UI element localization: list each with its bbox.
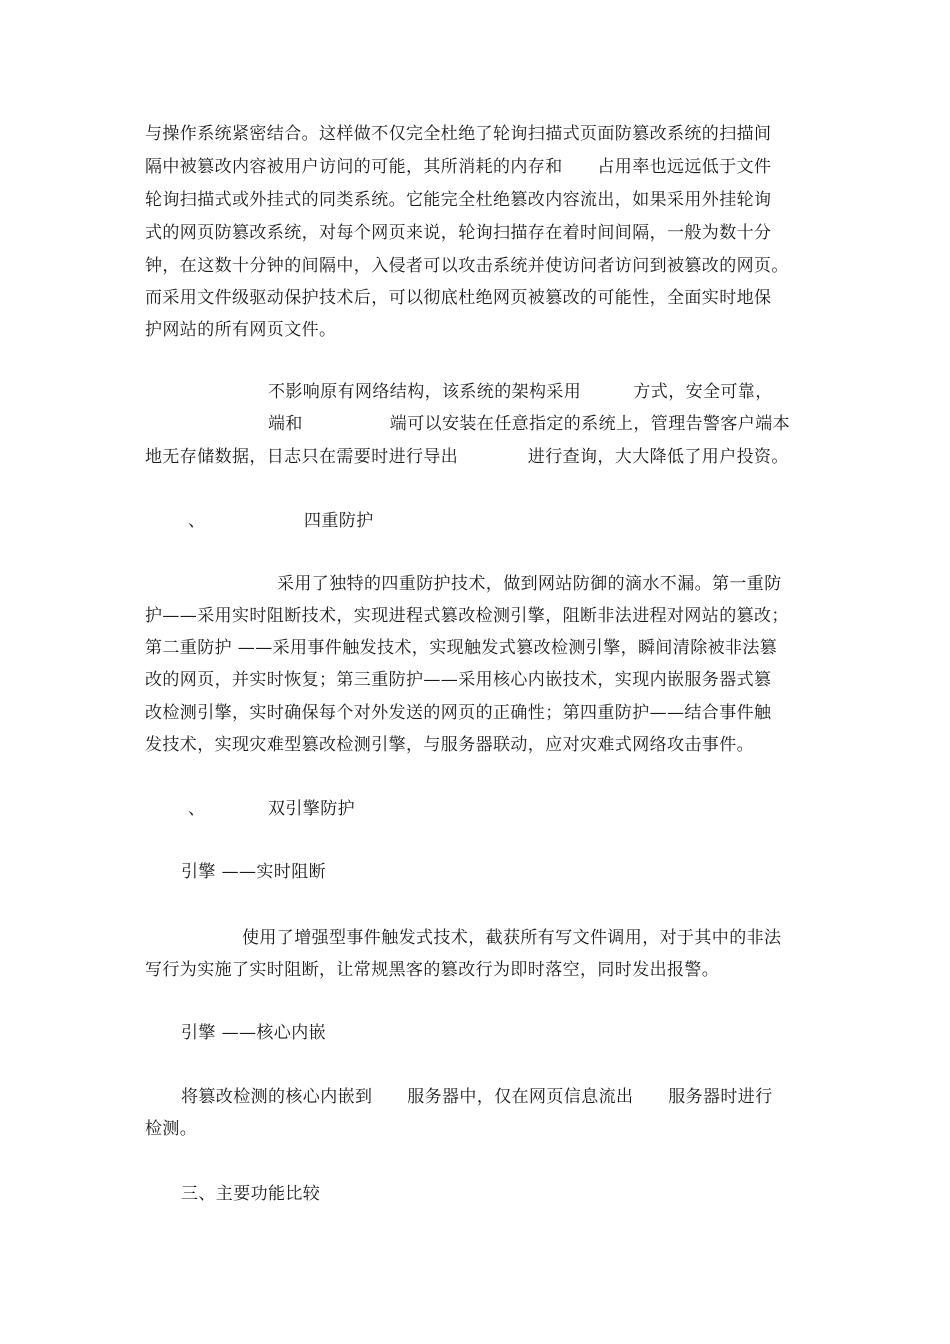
subheading-core-embedded: 引擎 ——核心内嵌: [181, 1023, 327, 1043]
text-line: 检测。: [145, 1119, 198, 1139]
heading-number: 、: [188, 799, 206, 819]
text-line: 改的网页，并实时恢复；第三重防护——采用核心内嵌技术，实现内嵌服务器式篡: [145, 670, 772, 690]
text-line: 写行为实施了实时阻断，让常规黑客的篡改行为即时落空，同时发出报警。: [145, 960, 720, 980]
text-line: 第二重防护 ——采用事件触发技术，实现触发式篡改检测引擎，瞬间清除被非法篡: [145, 638, 778, 658]
text-line: 与操作系统紧密结合。这样做不仅完全杜绝了轮询扫描式页面防篡改系统的扫描间: [145, 124, 772, 144]
text-line: 隔中被篡改内容被用户访问的可能，其所消耗的内存和 占用率也远远低于文件: [145, 157, 772, 177]
heading-title: 四重防护: [304, 511, 374, 531]
text-line: 式的网页防篡改系统，对每个网页来说，轮询扫描存在着时间间隔，一般为数十分: [145, 223, 772, 243]
text-line: 而采用文件级驱动保护技术后，可以彻底杜绝网页被篡改的可能性，全面实时地保: [145, 288, 772, 308]
text-line: 将篡改检测的核心内嵌到 服务器中，仅在网页信息流出 服务器时进行: [181, 1087, 773, 1107]
text-line: 地无存储数据，日志只在需要时进行导出 进行查询，大大降低了用户投资。: [145, 447, 789, 467]
text-line: 护网站的所有网页文件。: [145, 320, 337, 340]
heading-title: 双引擎防护: [268, 799, 355, 819]
text-line: 不影响原有网络结构，该系统的架构采用 方式，安全可靠，: [268, 382, 773, 402]
section-heading-feature-comparison: 三、主要功能比较: [181, 1184, 321, 1204]
text-line: 发技术，实现灾难型篡改检测引擎，与服务器联动，应对灾难式网络攻击事件。: [145, 735, 754, 755]
text-line: 使用了增强型事件触发式技术，截获所有写文件调用，对于其中的非法: [242, 928, 782, 948]
text-line: 采用了独特的四重防护技术，做到网站防御的滴水不漏。第一重防: [277, 574, 782, 594]
text-line: 护——采用实时阻断技术，实现进程式篡改检测引擎，阻断非法进程对网站的篡改；: [145, 606, 789, 626]
subheading-realtime-blocking: 引擎 ——实时阻断: [181, 862, 327, 882]
text-line: 改检测引擎，实时确保每个对外发送的网页的正确性；第四重防护——结合事件触: [145, 703, 772, 723]
text-line: 端和 端可以安装在任意指定的系统上，管理告警客户端本: [268, 414, 790, 434]
text-line: 轮询扫描式或外挂式的同类系统。它能完全杜绝篡改内容流出，如果采用外挂轮询: [145, 190, 772, 210]
text-line: 钟，在这数十分钟的间隔中，入侵者可以攻击系统并使访问者访问到被篡改的网页。: [145, 256, 789, 276]
heading-number: 、: [188, 511, 206, 531]
